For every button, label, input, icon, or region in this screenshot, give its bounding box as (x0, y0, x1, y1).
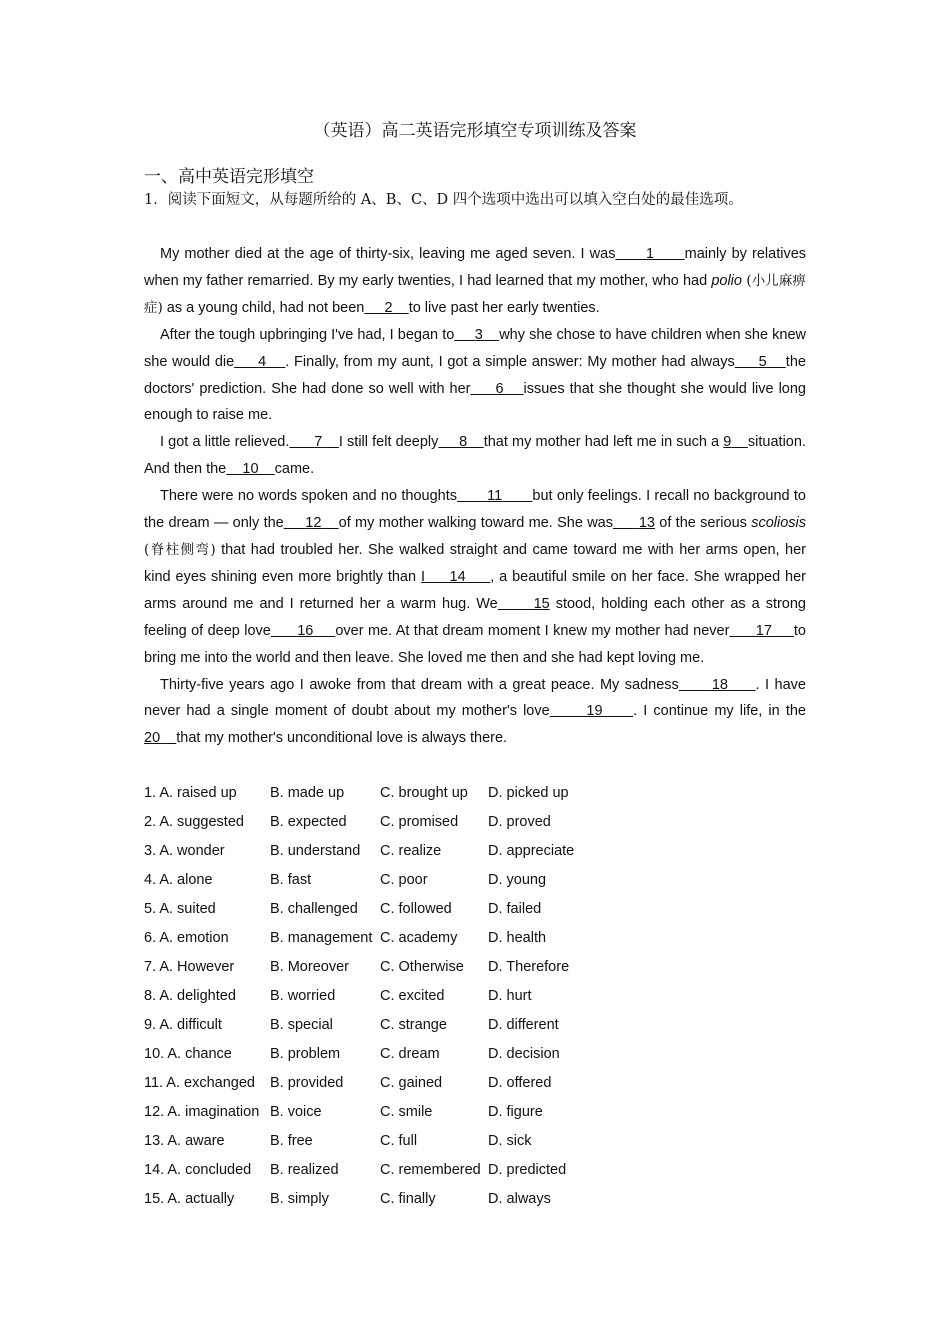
blank-8: 8 (459, 434, 468, 451)
option-row: 3. A. wonder B. understand C. realize D. appreciate (144, 842, 575, 859)
option-row: 11. A. exchanged B. provided C. gained D. offered (144, 1074, 552, 1091)
option-row: 8. A. delighted B. worried C. excited D. hurt (144, 987, 532, 1004)
blank-4: 4 (258, 353, 267, 370)
answer-options (144, 778, 608, 1213)
blank-13: 13 (638, 515, 655, 532)
blank-12: 12 (305, 515, 322, 532)
blank-5: 5 (758, 353, 767, 370)
option-row: 9. A. difficult B. special C. strange D. different (144, 1016, 559, 1033)
blank-9: 9 (723, 434, 732, 451)
blank-14: I 14 (420, 568, 466, 585)
blank-6: 6 (495, 380, 504, 397)
document-title: （英语）高二英语完形填空专项训练及答案 (313, 121, 637, 141)
blank-1: 1 (646, 246, 655, 262)
paragraph-4: There were no words spoken and no thoughts 11 but only feelings. I recall no background to the dream — only the 12 of my mother walking toward me. She was 13 of the serious scoliosis (脊柱侧弯) that had troubled her. She walked straight and came toward me with her arms open, her kind eyes shining even more brightly than I 14 , a beautiful smile on her face. She wrapped her arms around me and I returned her a warm hug. We 15 stood, holding each other as a strong feeling of deep love 16 over me. At that dream moment I knew my mother had never 17 to bring me into the world and then leave. She loved me then and she had kept loving me. (144, 488, 807, 666)
option-row: 6. A. emotion B. management C. academy D. health (144, 929, 547, 946)
option-row: 12. A. imagination B. voice C. smile D. figure (144, 1103, 543, 1120)
option-row: 13. A. aware B. free C. full D. sick (144, 1132, 532, 1149)
paragraph-3: I got a little relieved. 7 I still felt deeply 8 that my mother had left me in such a 9 situation. And then the 10 came. (144, 434, 806, 478)
option-row: 14. A. concluded B. realized C. remembered D. predicted (144, 1161, 567, 1178)
blank-19: 19 (586, 703, 603, 720)
option-row: 1. A. raised up B. made up C. brought up D. picked up (144, 784, 569, 801)
blank-2: 2 (384, 299, 393, 316)
section-heading: 一、高中英语完形填空 (144, 167, 314, 187)
blank-11: 11 (487, 488, 503, 505)
blank-7: 7 (314, 434, 323, 451)
option-row: 4. A. alone B. fast C. poor D. young (144, 871, 547, 888)
blank-10: 10 (242, 461, 259, 478)
blank-18: 18 (711, 676, 728, 693)
option-row: 5. A. suited B. challenged C. followed D. failed (144, 900, 542, 917)
blank-15: 15 (533, 595, 550, 612)
blank-17: 17 (755, 622, 772, 639)
option-row: 15. A. actually B. simply C. finally D. always (144, 1190, 551, 1207)
option-row: 2. A. suggested B. expected C. promised D. proved (144, 813, 551, 830)
paragraph-2: After the tough upbringing I've had, I began to 3 why she chose to have children when she knew she would die 4 . Finally, from my aunt, I got a simple answer: My mother had always 5 the doctors' prediction. She had done so well with her 6 issues that she thought she would live long enough to raise me. (144, 326, 806, 424)
cloze-passage (144, 241, 806, 752)
blank-16: 16 (297, 622, 314, 639)
paragraph-1: My mother died at the age of thirty-six, leaving me aged seven. I was 1 mainly by relatives when my father remarried. By my early twenties, I had learned that my mother, who had polio (小儿麻痹症) as a young child, had not been 2 to live past her early twenties. (144, 246, 807, 316)
blank-20: 20 (144, 730, 161, 747)
blank-3: 3 (474, 326, 483, 343)
paragraph-5: Thirty-five years ago I awoke from that dream with a great peace. My sadness 18 . I have never had a single moment of doubt about my mother's love 19 . I continue my life, in the 20 that my mother's unconditional love is always there. (144, 676, 806, 747)
instruction-text: 1．阅读下面短文，从每题所给的 A、B、C、D 四个选项中选出可以填入空白处的最佳选项。 (144, 192, 743, 208)
option-row: 7. A. However B. Moreover C. Otherwise D. Therefore (144, 958, 570, 975)
option-row: 10. A. chance B. problem C. dream D. decision (144, 1045, 560, 1062)
